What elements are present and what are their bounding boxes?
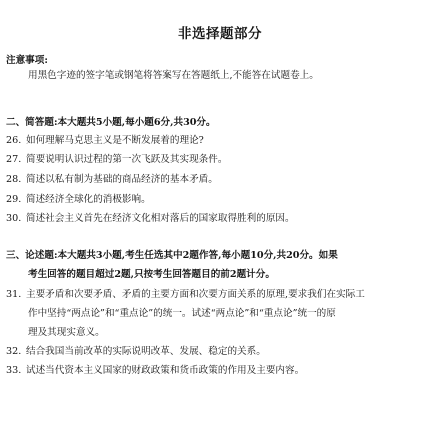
section3-header-line2: 考生回答的题目超过2题,只按考生回答题目的前2题计分。 xyxy=(28,269,275,280)
page-title: 非选择题部分 xyxy=(178,26,262,42)
question-text: 如何理解马克思主义是不断发展着的理论? xyxy=(26,135,204,146)
notice-heading: 注意事项: xyxy=(6,55,48,66)
question-text: 主要矛盾和次要矛盾、矛盾的主要方面和次要方面关系的原理,要求我们在实际工 xyxy=(26,289,365,300)
question-31-line3: 理及其现实意义。 xyxy=(28,327,105,338)
question-number: 32. xyxy=(6,346,22,357)
question-33 xyxy=(6,364,304,377)
question-number: 28. xyxy=(6,174,22,185)
question-number: 31. xyxy=(6,289,22,300)
question-27 xyxy=(6,153,227,166)
question-30 xyxy=(6,212,295,225)
question-number: 30. xyxy=(6,213,22,224)
question-number: 26. xyxy=(6,135,22,146)
question-text: 简述以私有制为基础的商品经济的基本矛盾。 xyxy=(26,174,218,185)
section2-header: 二、简答题:本大题共5小题,每小题6分,共30分。 xyxy=(6,117,216,128)
question-text: 试述当代资本主义国家的财政政策和货币政策的作用及主要内容。 xyxy=(26,365,305,376)
question-text: 简述经济全球化的消极影响。 xyxy=(26,194,151,205)
question-28 xyxy=(6,173,218,186)
notice-text: 用黑色字迹的签字笔或钢笔将答案写在答题纸上,不能答在试题卷上。 xyxy=(28,70,319,81)
question-26 xyxy=(6,134,204,147)
question-31-line2: 作中坚持“两点论”和“重点论”的统一。试述“两点论”和“重点论”统一的原 xyxy=(28,308,336,319)
question-number: 33. xyxy=(6,365,22,376)
question-number: 27. xyxy=(6,154,22,165)
question-31-line1 xyxy=(6,288,365,301)
question-29 xyxy=(6,193,151,206)
question-text: 结合我国当前改革的实际说明改革、发展、稳定的关系。 xyxy=(26,346,266,357)
question-text: 简述社会主义首先在经济文化相对落后的国家取得胜利的原因。 xyxy=(26,213,295,224)
question-number: 29. xyxy=(6,194,22,205)
section3-header-line1: 三、论述题:本大题共3小题,考生任选其中2题作答,每小题10分,共20分。如果 xyxy=(6,250,338,261)
question-text: 简要说明认识过程的第一次飞跃及其实现条件。 xyxy=(26,154,228,165)
question-32 xyxy=(6,345,266,358)
